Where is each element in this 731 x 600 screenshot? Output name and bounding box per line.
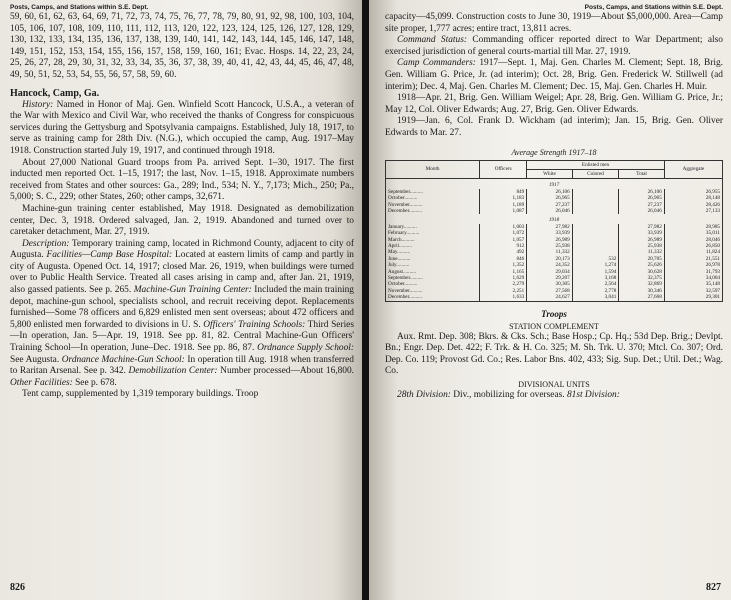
run-in-heading: 81st Division: [566,390,620,401]
paragraph [10,12,354,82]
average-strength-table [385,160,723,302]
section-heading: Hancock, Camp, Ga. [10,87,100,99]
page-number: 827 [706,582,721,593]
cell-month: October.......... [386,281,480,287]
cell-month: September.......... [386,189,480,195]
table-row [386,294,723,301]
cell-officers: 2,251 [480,288,527,294]
cell-colored: 2,778 [572,288,619,294]
header-month: Month [386,160,480,179]
text-run: Div., mobilizing for overseas. [450,390,567,401]
table-body [386,179,723,301]
cell-white: 26,106 [527,189,573,195]
cell-white: 26,965 [527,195,573,201]
text-run: About 27,000 National Guard troops from Pa. arrived Sept. 1–30, 1917. The first inducted men reported Oct. 1–15, 1917; the last, Nov. 1–15, 1918. Approximate numbers received from States and other sources: Ga., 289; Ind., 534; N. Y., 7,173; Mich., 250; Pa., 5,000; S. C., 229; other States, 260; other camps, 32,671. [10,157,354,203]
cell-month: July.......... [386,262,480,268]
cell-officers: 1,165 [480,269,527,275]
book-gutter [362,0,369,600]
year-row [386,179,723,189]
paragraph [10,239,354,390]
header-aggregate: Aggregate [664,160,722,179]
text-run: Tent camp, supplemented by 1,319 temporary buildings. Troop [22,389,259,400]
text-run: 1919—Jan. 6, Col. Frank D. Wickham (ad interim); Jan. 15, Brig. Gen. Oliver Edwards to Mar. 27. [385,116,723,138]
cell-white: 27,568 [527,288,573,294]
cell-total: 33,939 [619,230,665,236]
cell-officers: 1,183 [480,195,527,201]
text-run: Included the main training depot, machine-gun school, specialists school, and recruit receiving depot. Replacements furnished—Some 78 officers and 6,829 enlisted men sent overseas; about 472 officers and 5,800 enlisted men forwarded to divisions in U. S. [10,285,354,330]
cell-total: 27,668 [619,294,665,301]
paragraph [10,204,354,239]
left-page [0,0,362,600]
cell-month: May.......... [386,249,480,255]
run-in-heading: 28th Division: [397,390,451,401]
cell-white: 29,207 [527,275,573,281]
cell-month: November.......... [386,202,480,208]
cell-officers: 1,633 [480,294,527,301]
run-in-heading: Facilities—Camp Base Hospital: [46,250,173,261]
run-in-heading: Ordnance Supply School: [257,343,354,354]
cell-officers: 1,629 [480,275,527,281]
cell-total: 25,626 [619,262,665,268]
paragraph [385,93,723,116]
run-in-heading: Description: [22,238,70,249]
page-number: 826 [10,582,25,593]
header-colored: Colored [572,169,619,178]
cell-month: December.......... [386,208,480,214]
cell-officers: 912 [480,243,527,249]
paragraph [10,389,354,401]
run-in-heading: Ordnance Machine-Gun School: [61,354,185,365]
cell-aggregate: 26,978 [664,262,722,268]
cell-total: 30,346 [619,288,665,294]
text-run: Machine-gun training center established, May 1918. Designated as demobilization center, Dec. 3, 1918. Ordered salvaged, Jan. 2, 1919. Abandoned and turned over to caretaker detachment, Mar. 27, 1919. [10,203,354,238]
header-total: Total [619,169,665,178]
cell-aggregate: 28,985 [664,224,722,230]
cell-white: 27,982 [527,224,573,230]
cell-total: 26,989 [619,237,665,243]
cell-total: 30,628 [619,269,665,275]
cell-officers: 1,087 [480,208,527,214]
header-enlisted: Enlisted men [527,160,665,169]
paragraph [10,158,354,204]
run-in-heading: Machine-Gun Training Center: [133,285,252,296]
text-run: Named in Honor of Maj. Gen. Winfield Scott Hancock, U.S.A., a veteran of the War with Mexico and Civil War, who received the thanks of Congress for conspicuous services during the Gettysburg and Spotsylvania campaigns. Established, July 18, 1917, to serve as training camp for 28th Div. (N.G.), which occupied the camp, Aug. 1917–May 1918. Construction started July 19, 1917, and continued through 1918. [10,99,354,156]
run-in-heading: Officers' Training Schools: [203,319,306,330]
paragraph [385,12,723,35]
text-run: In operation till Aug. 1918 when transferred to Raritan Arsenal. See p. 342. [10,354,354,377]
cell-month: October.......... [386,195,480,201]
text-run: 1918—Apr. 21, Brig. Gen. William Weigel; Apr. 28, Brig. Gen. William G. Price, Jr.; May 12, Col. Oliver Edwards; Aug. 27, Brig. Gen. Oliver Edwards. [385,93,723,115]
paragraph [385,35,723,58]
run-in-heading: Camp Commanders: [397,58,476,69]
year-label: 1918 [386,214,723,223]
year-row [386,214,723,223]
cell-officers: 1,189 [480,202,527,208]
station-complement-text: Aux. Rmt. Dep. 308; Bkrs. & Cks. Sch.; Base Hosp.; Cp. Hq.; 53d Dep. Brig.; Devlpt. Bn.; Engr. Dep. Det. 422; F. Trk. & H. Co. 325; M. Sh. Trk. U. 370; Mtcl. Co. 307; Ord. Dep. Co. 119; Provost Gd. Co.; Res. Labor Bns. 402, 433; Sig. Sup. Det.; Util. Det.; Wag. Co. [385,331,723,377]
cell-white: 24,352 [527,262,573,268]
cell-aggregate: 11,824 [664,249,722,255]
cell-aggregate: 28,426 [664,202,722,208]
cell-officers: 846 [480,256,527,262]
text-run: Temporary training camp, located in Richmond County, adjacent to city of Augusta. [10,238,354,261]
cell-total: 26,965 [619,195,665,201]
station-complement-heading: STATION COMPLEMENT [509,321,599,331]
text-run: See p. 678. [72,377,117,388]
year-label: 1917 [386,179,723,189]
text-run: 1917—Sept. 1, Maj. Gen. Charles M. Clement; Sept. 18, Brig. Gen. William G. Price, Jr. (ad interim); Oct. 28, Brig. Gen. Frederick W. Stillwell (ad interim); Dec. 4, Maj. Gen. Charles M. Clement; Dec. 15, Maj. Gen. Charles H. Muir. [385,58,723,92]
divisional-units-text [385,390,723,402]
text-run: See Augusta. [10,354,62,365]
cell-total: 25,938 [619,243,665,249]
cell-aggregate: 26,955 [664,189,722,195]
cell-white: 30,305 [527,281,573,287]
cell-white: 11,332 [527,249,573,255]
cell-colored: 1,594 [572,269,619,275]
cell-white: 24,627 [527,294,573,301]
cell-month: March.......... [386,237,480,243]
cell-white: 26,046 [527,208,573,214]
cell-total: 27,982 [619,224,665,230]
cell-white: 27,237 [527,202,573,208]
table-title: Average Strength 1917–18 [511,147,597,157]
cell-officers: 2,279 [480,281,527,287]
cell-white: 33,939 [527,230,573,236]
cell-total: 27,237 [619,202,665,208]
paragraph [10,100,354,158]
text-run: Located at eastern limits of camp and partly in city of Augusta. Opened Oct. 14, 1917; closed Mar. 26, 1919, when buildings were turned over to Public Health Service. Treated all cases arising in camp and, after Jan. 21, 1919, also gassed patients. See p. 265. [10,250,354,296]
cell-total: 26,106 [619,189,665,195]
cell-aggregate: 35,011 [664,230,722,236]
cell-colored: 1,274 [572,262,619,268]
left-page-body [10,12,354,401]
cell-aggregate: 31,793 [664,269,722,275]
paragraph [385,58,723,93]
run-in-heading: Command Status: [397,35,467,46]
run-in-heading: Demobilization Center: [128,366,218,377]
cell-colored: 532 [572,256,619,262]
cell-month: December.......... [386,294,480,301]
right-page-body [385,12,723,140]
cell-month: June.......... [386,256,480,262]
cell-colored: 3,168 [572,275,619,281]
divisional-units-heading: DIVISIONAL UNITS [518,380,590,390]
cell-month: August.......... [386,269,480,275]
cell-month: September.......... [386,275,480,281]
cell-total: 26,046 [619,208,665,214]
cell-white: 29,034 [527,269,573,275]
text-run: Third Series—In operation, Jan. 5—Apr. 19, 1918. See pp. 81, 82. Central Machine-Gun Officers' Training School—In operation, June–Dec. 1918. See pp. 86, 87. [10,319,354,354]
cell-officers: 1,352 [480,262,527,268]
header-white: White [527,169,573,178]
troops-heading: Troops [541,308,567,319]
text-run: Number processed—About 16,800. [217,366,355,377]
cell-officers: 1,072 [480,230,527,236]
cell-month: April.......... [386,243,480,249]
cell-aggregate: 32,597 [664,288,722,294]
text-run: 59, 60, 61, 62, 63, 64, 69, 71, 72, 73, 74, 75, 76, 77, 78, 79, 80, 91, 92, 98, 100, 103, 104, 105, 106, 107, 108, 109, 110, 111, 112, 113, 120, 122, 123, 124, 125, 126, 127, 128, 129, 130, 132, 133, 134, 135, 136, 137, 138, 139, 140, 141, 142, 143, 144, 145, 146, 147, 148, 149, 151, 152, 153, 154, 155, 156, 157, 158, 159, 160, 161; Evac. Hosps. 14, 22, 23, 24, 25, 26, 27, 28, 29, 30, 31, 32, 33, 34, 35, 36, 37, 38, 39, 40, 41, 42, 43, 44, 45, 46, 47, 48, 49, 50, 51, 52, 53, 54, 55, 56, 57, 58, 59, 60. [10,12,354,80]
text-run: capacity—45,099. Construction costs to June 30, 1919—About $5,000,000. Area—Camp site proper, 1,777 acres; entire tract, 13,811 acres. [385,12,723,34]
cell-total: 20,705 [619,256,665,262]
cell-white: 26,989 [527,237,573,243]
cell-month: January.......... [386,224,480,230]
cell-white: 20,173 [527,256,573,262]
cell-colored: 3,041 [572,294,619,301]
run-in-heading: Other Facilities: [10,377,73,388]
cell-aggregate: 26,850 [664,243,722,249]
cell-white: 25,938 [527,243,573,249]
cell-colored: 2,564 [572,281,619,287]
cell-officers: 1,057 [480,237,527,243]
cell-officers: 1,003 [480,224,527,230]
header-officers: Officers [480,160,527,179]
cell-aggregate: 28,046 [664,237,722,243]
cell-month: February.......... [386,230,480,236]
cell-total: 32,375 [619,275,665,281]
cell-aggregate: 21,551 [664,256,722,262]
running-head: Posts, Camps, and Stations within S.E. Dept. [584,4,723,11]
cell-total: 11,332 [619,249,665,255]
running-head: Posts, Camps, and Stations within S.E. Dept. [10,4,149,11]
text-run: Commanding officer reported direct to War Department; also exercised jurisdiction of general courts-martial till Mar. 27, 1919. [385,35,723,57]
cell-aggregate: 27,133 [664,208,722,214]
cell-officers: 492 [480,249,527,255]
cell-officers: 849 [480,189,527,195]
run-in-heading: History: [22,99,54,110]
cell-month: November.......... [386,288,480,294]
paragraph [385,116,723,139]
cell-total: 32,869 [619,281,665,287]
right-page [369,0,731,600]
cell-aggregate: 28,148 [664,195,722,201]
cell-aggregate: 35,148 [664,281,722,287]
cell-aggregate: 34,004 [664,275,722,281]
cell-aggregate: 29,301 [664,294,722,301]
